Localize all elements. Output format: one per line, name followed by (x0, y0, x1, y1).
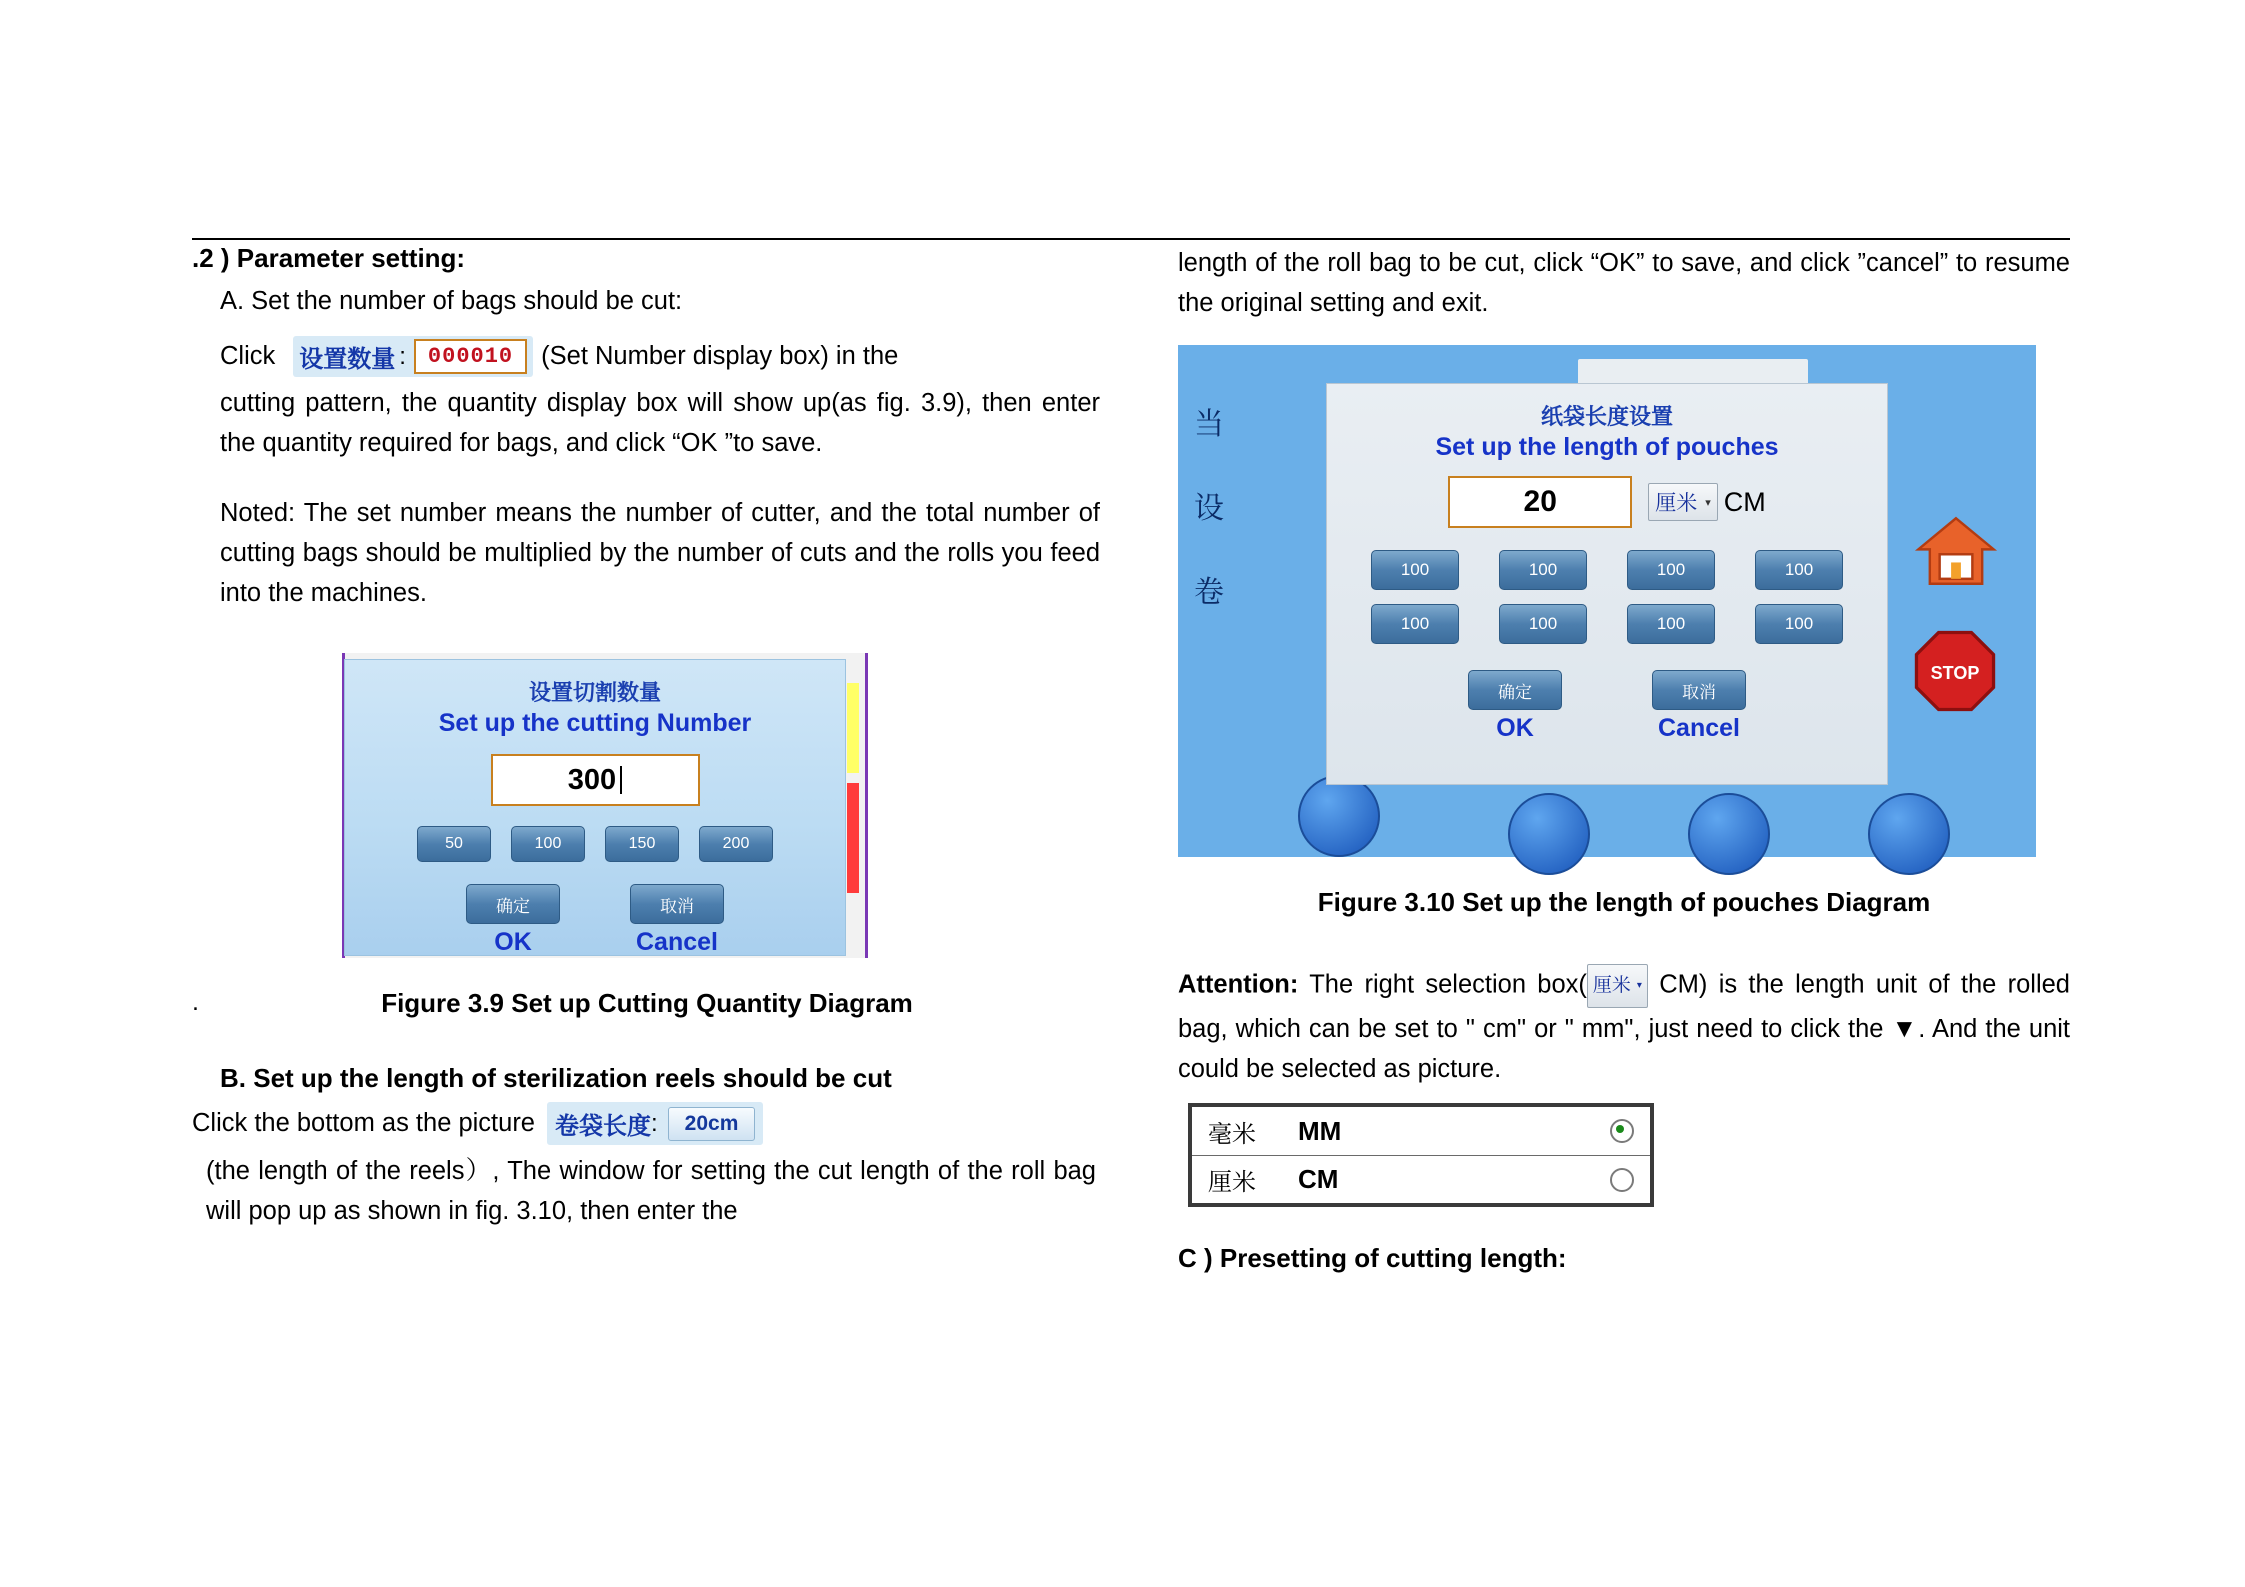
hmi-round-button-1[interactable] (1298, 775, 1380, 857)
unit-row-mm[interactable] (1192, 1107, 1650, 1155)
pouch-preset-button-4[interactable]: 100 (1755, 550, 1843, 590)
attention-text-1: The right selection box( (1298, 970, 1587, 999)
section-heading-parameter-setting: .2 ) Parameter setting: (192, 243, 466, 273)
set-number-display-box[interactable] (293, 336, 533, 377)
pouch-ok-label-en: OK (1496, 714, 1534, 742)
ok-group (466, 884, 560, 957)
pouch-ok-button[interactable]: 确定 (1468, 670, 1562, 710)
pouch-preset-button-6[interactable]: 100 (1499, 604, 1587, 644)
hmi-round-button-2[interactable] (1508, 793, 1590, 875)
cancel-group (630, 884, 724, 957)
unit-mm-en: MM (1298, 1115, 1342, 1146)
attention-paragraph (1178, 964, 2070, 1089)
hmi-top-bar (1578, 359, 1808, 385)
figure-3-9-caption: Figure 3.9 Set up Cutting Quantity Diagram (381, 988, 913, 1018)
svg-text:STOP: STOP (1930, 663, 1980, 684)
attention-unit-cn: 厘米 (1592, 975, 1631, 996)
unit-mm-cn: 毫米 (1208, 1120, 1256, 1148)
subheading-a: A. Set the number of bags should be cut: (220, 287, 683, 315)
hmi-bg-label-2: 设 (1194, 492, 1224, 525)
dialog-title-cn: 设置切割数量 (528, 680, 661, 705)
right-para-top: length of the roll bag to be cut, click “OK” to save, and click ”cancel” to resume the original setting and exit. (1178, 249, 2070, 317)
hmi-bg-label-1: 当 (1194, 408, 1224, 441)
set-number-label-cn: 设置数量 (299, 346, 396, 373)
cutting-quantity-input[interactable] (491, 754, 700, 806)
caption-leading-dot: . (192, 988, 199, 1016)
pouch-preset-button-7[interactable]: 100 (1627, 604, 1715, 644)
attention-text-3: . And the unit could be selected as picture. (1178, 1015, 2070, 1083)
para-3: (the length of the reels）, The window for setting the cut length of the roll bag will pop up as shown in fig. 3.10, then enter the (206, 1157, 1096, 1225)
pouch-dialog-title-en: Set up the length of pouches (1435, 433, 1779, 461)
stop-icon[interactable] (1914, 630, 1996, 712)
roll-length-colon: : (651, 1109, 658, 1137)
pouch-preset-row-2 (1371, 604, 1843, 644)
pouch-length-input[interactable]: 20 (1448, 476, 1632, 528)
down-triangle-icon: ▼ (1891, 1013, 1919, 1043)
hmi-round-button-3[interactable] (1688, 793, 1770, 875)
unit-select-dropdown[interactable] (1648, 483, 1718, 521)
roll-length-value[interactable]: 20cm (668, 1107, 756, 1141)
pouch-cancel-group (1652, 670, 1746, 743)
figure-3-10 (1178, 345, 2036, 857)
pouch-preset-button-5[interactable]: 100 (1371, 604, 1459, 644)
ok-label-en: OK (494, 928, 532, 956)
unit-cm-radio[interactable] (1610, 1168, 1634, 1192)
unit-select-value-cn: 厘米 (1655, 492, 1698, 515)
unit-cm-en: CM (1298, 1164, 1339, 1194)
subheading-b: B. Set up the length of sterilization reels should be cut (220, 1063, 892, 1093)
hmi-background-labels (1194, 383, 1224, 635)
pouch-dialog-title-cn: 纸袋长度设置 (1540, 404, 1673, 429)
figure-3-9-red-stripe (847, 783, 859, 893)
pouch-ok-group (1468, 670, 1562, 743)
dialog-action-row (345, 884, 845, 957)
unit-mm-radio[interactable] (1610, 1119, 1634, 1143)
preset-button-row (345, 826, 845, 862)
pouch-length-input-row (1327, 476, 1887, 528)
pouch-cancel-label-en: Cancel (1658, 714, 1740, 742)
preset-button-100[interactable]: 100 (511, 826, 585, 862)
unit-row-cm[interactable] (1192, 1155, 1650, 1203)
right-column (1178, 243, 2070, 1274)
cutting-quantity-value: 300 (567, 763, 617, 796)
set-number-value[interactable]: 000010 (414, 339, 527, 374)
cutting-quantity-dialog (344, 659, 846, 956)
pouch-preset-grid (1327, 550, 1887, 644)
preset-button-200[interactable]: 200 (699, 826, 773, 862)
pouch-preset-button-1[interactable]: 100 (1371, 550, 1459, 590)
figure-3-9-yellow-stripe (847, 683, 859, 773)
unit-label-en: CM (1723, 486, 1766, 517)
ok-button[interactable]: 确定 (466, 884, 560, 924)
click-bottom-text: Click the bottom as the picture (192, 1109, 535, 1137)
attention-chevron-down-icon: ▾ (1636, 980, 1642, 991)
text-caret (620, 766, 622, 794)
pouch-cancel-button[interactable]: 取消 (1652, 670, 1746, 710)
cancel-label-en: Cancel (636, 928, 718, 956)
pouch-preset-button-3[interactable]: 100 (1627, 550, 1715, 590)
chevron-down-icon: ▾ (1705, 496, 1711, 509)
header-rule (192, 238, 2070, 240)
attention-unit-box[interactable] (1587, 964, 1648, 1008)
pouch-dialog-action-row (1327, 670, 1887, 743)
pouch-length-dialog (1326, 383, 1888, 785)
attention-text-2: CM) is the length unit of the rolled bag, which can be set to " cm" or " mm", just need to click the (1178, 970, 2070, 1043)
click-tail-text: (Set Number display box) in the (541, 342, 899, 370)
subheading-c: C ) Presetting of cutting length: (1178, 1243, 1567, 1273)
figure-3-9 (342, 653, 862, 958)
hmi-bg-label-3: 卷 (1194, 576, 1224, 609)
set-number-colon: : (399, 342, 406, 370)
paragraph-quantity-instructions (220, 383, 1100, 613)
dialog-title-en: Set up the cutting Number (438, 709, 752, 737)
roll-length-display-box[interactable] (547, 1102, 763, 1145)
click-roll-length-line (192, 1102, 1102, 1145)
preset-button-150[interactable]: 150 (605, 826, 679, 862)
unit-cm-cn: 厘米 (1208, 1169, 1256, 1196)
cancel-button[interactable]: 取消 (630, 884, 724, 924)
click-word: Click (220, 342, 276, 370)
click-set-number-line (220, 336, 1102, 377)
pouch-preset-button-2[interactable]: 100 (1499, 550, 1587, 590)
para-2-noted: Noted: The set number means the number of cutter, and the total number of cutting bags should be multiplied by the number of cuts and the rolls you feed into the machines. (220, 499, 1100, 607)
roll-length-label-cn: 卷袋长度 (555, 1113, 651, 1140)
pouch-preset-row-1 (1371, 550, 1843, 590)
para-1: cutting pattern, the quantity display box will show up(as fig. 3.9), then enter the quantity required for bags, and click “OK ”to save. (220, 389, 1100, 457)
unit-selection-table (1188, 1103, 1654, 1207)
pouch-preset-button-8[interactable]: 100 (1755, 604, 1843, 644)
home-icon[interactable] (1914, 515, 1998, 587)
preset-button-50[interactable]: 50 (417, 826, 491, 862)
left-column (192, 243, 1102, 1231)
attention-label: Attention: (1178, 970, 1299, 999)
figure-3-10-caption: Figure 3.10 Set up the length of pouches Diagram (1317, 887, 1931, 917)
hmi-round-button-4[interactable] (1868, 793, 1950, 875)
